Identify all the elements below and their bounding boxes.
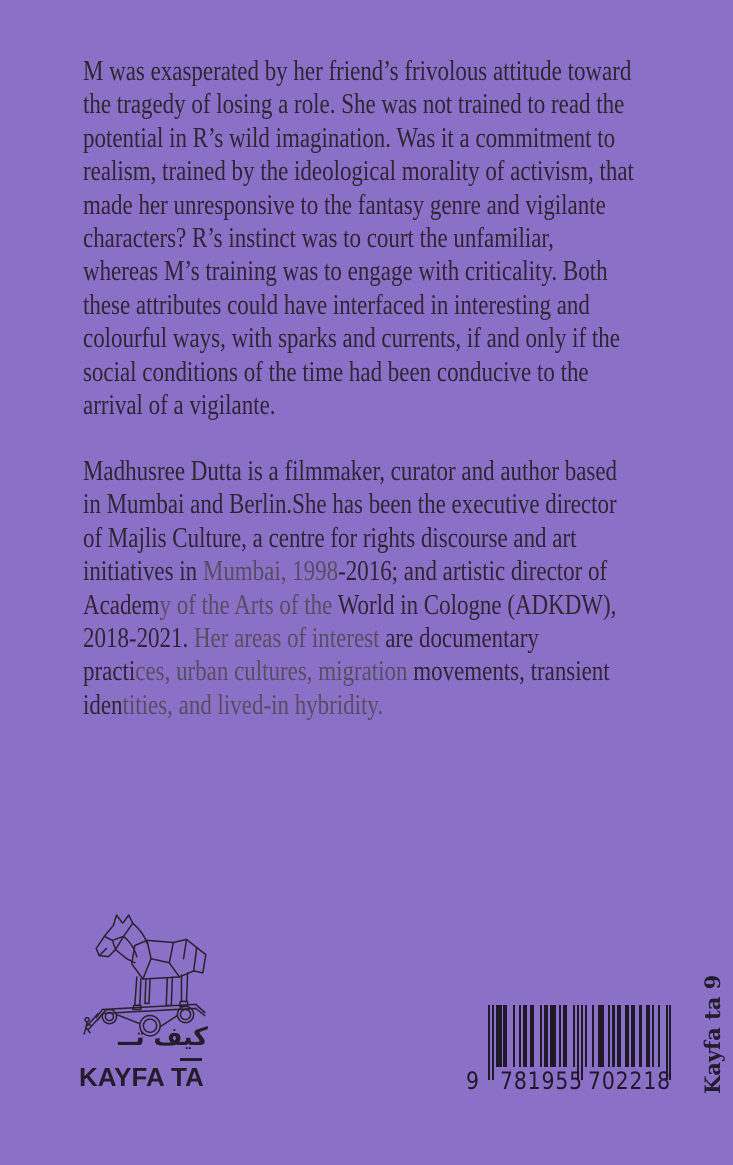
barcode-digit-leading: 9 bbox=[466, 1067, 479, 1095]
barcode-bar bbox=[519, 1005, 521, 1067]
barcode-bar bbox=[554, 1005, 556, 1067]
paragraph-line: social conditions of the time had been conducive to the bbox=[83, 356, 589, 388]
paragraph-line bbox=[83, 488, 617, 521]
text-segment: 2018-2021. bbox=[83, 623, 194, 655]
barcode-bar bbox=[585, 1005, 587, 1067]
paragraph-2 bbox=[83, 455, 733, 722]
text-segment: ces, urban cultures, migration bbox=[135, 656, 414, 688]
paragraph-line bbox=[83, 455, 617, 488]
barcode-bar bbox=[492, 1005, 494, 1080]
barcode-bar bbox=[619, 1005, 621, 1067]
barcode-bar bbox=[652, 1005, 654, 1067]
text-segment: Her areas of interest bbox=[193, 623, 386, 655]
barcode-bar bbox=[573, 1005, 575, 1067]
paragraph-line bbox=[83, 689, 617, 722]
paragraph-line bbox=[83, 555, 617, 588]
paragraph-line: M was exasperated by her friend’s frivolous attitude toward bbox=[83, 56, 632, 87]
macron-mark bbox=[180, 1058, 202, 1061]
barcode-bar bbox=[613, 1005, 615, 1067]
text-segment: Academ bbox=[83, 589, 160, 621]
text-segment: y of the Arts of the bbox=[159, 589, 338, 621]
barcode-bar bbox=[592, 1005, 594, 1067]
text-segment: practi bbox=[83, 656, 136, 688]
barcode-bar bbox=[648, 1005, 650, 1067]
barcode-bar bbox=[627, 1005, 629, 1067]
barcode-digits-right-group: 702218 bbox=[588, 1067, 671, 1095]
paragraph-line: characters? R’s instinct was to court the unfamiliar, bbox=[83, 223, 554, 255]
text-segment: in Mumbai and Berlin.She has been the executive director bbox=[83, 489, 617, 521]
barcode-bar bbox=[513, 1005, 515, 1067]
paragraph-line bbox=[83, 655, 617, 688]
paragraph-1 bbox=[83, 55, 733, 422]
text-segment: movements, transient bbox=[413, 656, 610, 688]
text-segment: iden bbox=[83, 689, 123, 721]
barcode-bar bbox=[559, 1005, 561, 1067]
paragraph-line bbox=[83, 589, 617, 622]
text-segment: -2016; and artistic director of bbox=[338, 556, 608, 588]
barcode-bar bbox=[633, 1005, 635, 1067]
barcode-bar bbox=[608, 1005, 610, 1067]
text-segment: Mumbai, 1998 bbox=[202, 556, 339, 588]
paragraph-line: made her unresponsive to the fantasy genre and vigilante bbox=[83, 189, 606, 221]
text-segment: initiatives in bbox=[83, 556, 203, 588]
paragraph-line: realism, trained by the ideological morality of activism, that bbox=[83, 156, 634, 188]
barcode-bar bbox=[505, 1005, 507, 1067]
barcode-digits-left-group: 781955 bbox=[500, 1067, 583, 1095]
series-number-label: Kayfa ta 9 bbox=[700, 974, 725, 1094]
kayfa-ta-arabic-wordmark: كيف تــ bbox=[118, 1022, 208, 1051]
paragraph-line bbox=[83, 622, 617, 655]
barcode-bar bbox=[602, 1005, 604, 1067]
text-segment: are documentary bbox=[385, 623, 539, 655]
paragraph-line: potential in R’s wild imagination. Was it a commitment to bbox=[83, 122, 616, 154]
text-segment: World in Cologne (ADKDW), bbox=[337, 589, 617, 621]
kayfa-ta-wordmark-text: KAYFA TA bbox=[79, 1062, 204, 1092]
paragraph-line: whereas M’s training was to engage with criticality. Both bbox=[83, 256, 608, 288]
barcode-bar bbox=[532, 1005, 534, 1067]
text-segment: Madhusree Dutta is a filmmaker, curator and author based bbox=[83, 456, 617, 487]
text-segment: tities, and lived-in hybridity. bbox=[122, 689, 384, 721]
barcode-bar bbox=[640, 1005, 642, 1067]
text-segment: of Majlis Culture, a centre for rights discourse and art bbox=[83, 522, 577, 554]
barcode-bar bbox=[565, 1005, 567, 1067]
barcode-bar bbox=[488, 1005, 490, 1080]
barcode-bar bbox=[546, 1005, 548, 1067]
kayfa-ta-wordmark bbox=[79, 1062, 204, 1093]
paragraph-line: the tragedy of losing a role. She was not trained to read the bbox=[83, 89, 625, 121]
paragraph-line: colourful ways, with sparks and currents, if and only if the bbox=[83, 323, 620, 355]
paragraph-line: arrival of a vigilante. bbox=[83, 390, 276, 422]
barcode-bar bbox=[500, 1005, 502, 1067]
barcode-bar bbox=[525, 1005, 527, 1067]
barcode-bar bbox=[658, 1005, 660, 1067]
paragraph-line bbox=[83, 522, 617, 555]
paragraph-line: these attributes could have interfaced in interesting and bbox=[83, 289, 590, 321]
barcode-bar bbox=[540, 1005, 542, 1067]
